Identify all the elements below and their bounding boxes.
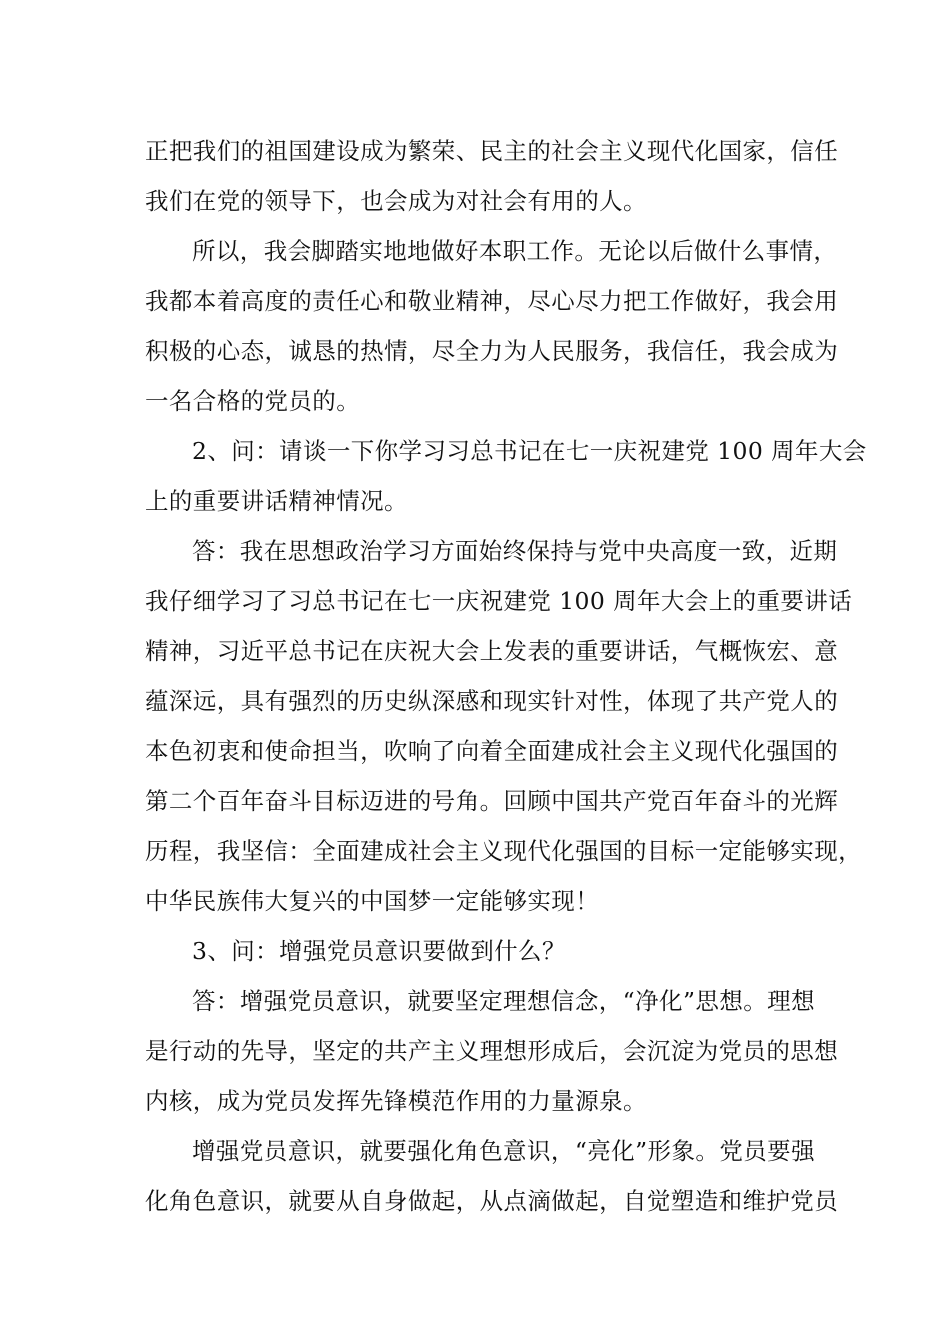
text-line: 内核，成为党员发挥先锋模范作用的力量源泉。 [145,1087,647,1115]
text-line: 上的重要讲话精神情况。 [145,487,408,515]
text-line: 我仔细学习了习总书记在七一庆祝建党 100 周年大会上的重要讲话 [145,587,853,615]
text-line: 中华民族伟大复兴的中国梦一定能够实现！ [145,887,600,915]
text-line: 历程，我坚信：全面建成社会主义现代化强国的目标一定能够实现， [145,837,862,865]
text-line: 积极的心态，诚恳的热情，尽全力为人民服务，我信任，我会成为 [145,337,839,365]
text-line: 答：我在思想政治学习方面始终保持与党中央高度一致，近期 [192,537,838,565]
text-line: 化角色意识，就要从自身做起，从点滴做起，自觉塑造和维护党员 [145,1187,839,1215]
text-line: 我都本着高度的责任心和敬业精神，尽心尽力把工作做好，我会用 [145,287,839,315]
text-line: 答：增强党员意识，就要坚定理想信念，“净化”思想。理想 [192,987,815,1015]
text-line: 是行动的先导，坚定的共产主义理想形成后，会沉淀为党员的思想 [145,1037,839,1065]
text-line: 正把我们的祖国建设成为繁荣、民主的社会主义现代化国家，信任 [145,137,839,165]
text-line: 精神，习近平总书记在庆祝大会上发表的重要讲话，气概恢宏、意 [145,637,839,665]
text-line: 我们在党的领导下，也会成为对社会有用的人。 [145,187,647,215]
text-line: 一名合格的党员的。 [145,387,361,415]
text-line: 第二个百年奋斗目标迈进的号角。回顾中国共产党百年奋斗的光辉 [145,787,839,815]
text-line: 增强党员意识，就要强化角色意识，“亮化”形象。党员要强 [192,1137,815,1165]
text-line: 3、问：增强党员意识要做到什么？ [192,937,566,965]
text-line: 蕴深远，具有强烈的历史纵深感和现实针对性，体现了共产党人的 [145,687,839,715]
text-line: 2、问：请谈一下你学习习总书记在七一庆祝建党 100 周年大会 [192,437,867,465]
text-line: 所以，我会脚踏实地地做好本职工作。无论以后做什么事情， [192,237,838,265]
text-line: 本色初衷和使命担当，吹响了向着全面建成社会主义现代化强国的 [145,737,839,765]
